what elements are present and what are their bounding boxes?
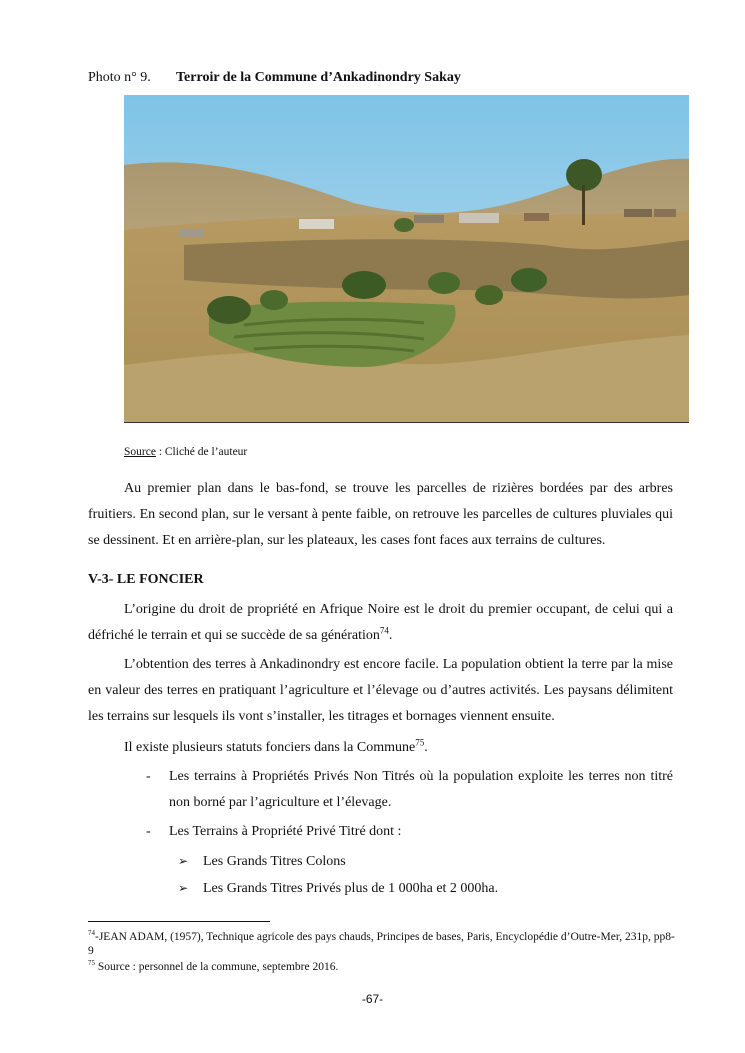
list-item	[146, 764, 673, 816]
photo-title: Terroir de la Commune d’Ankadinondry Sakay	[176, 70, 461, 85]
dash-bullet: -	[146, 769, 151, 784]
arrow-bullet-icon: ➢	[178, 881, 189, 895]
footnote-divider	[88, 921, 270, 922]
source-label: Source	[124, 446, 156, 458]
landscape-photo	[124, 95, 689, 423]
sub-list-item	[178, 875, 498, 902]
paragraph-statuts-text: Il existe plusieurs statuts fonciers dans la Commune	[124, 740, 416, 755]
dash-bullet: -	[146, 824, 151, 839]
list-item-text: Les Terrains à Propriété Privé Titré dont :	[169, 824, 402, 839]
paragraph-origin-end: .	[388, 628, 393, 643]
paragraph-obtention-text: L’obtention des terres à Ankadinondry est encore facile. La population obtient la terre par la mise en valeur des terres en pratiquant l’agriculture et l’élevage ou d’autres activités. Les paysans délimitent les terrains sur lesquels ils vont s’installer, les titrages et bornages viennent ensuite.	[88, 657, 673, 724]
paragraph-statuts	[88, 735, 673, 761]
source-text: : Cliché de l’auteur	[155, 446, 248, 458]
sub-list-item	[178, 848, 346, 875]
footnote-number: 75	[88, 959, 95, 968]
paragraph-obtention	[88, 652, 673, 730]
footnote-ref-75[interactable]: 75	[415, 737, 425, 748]
page-number: -67-	[361, 992, 384, 1006]
sub-list-item-text: Les Grands Titres Privés plus de 1 000ha et 2 000ha.	[203, 881, 499, 896]
footnote-text: Source : personnel de la commune, septembre 2016.	[95, 961, 339, 973]
list-item-text: Les terrains à Propriétés Privés Non Titrés où la population exploite les terres non titré non borné par l’agriculture et l’élevage.	[169, 769, 673, 810]
sub-list-item-text: Les Grands Titres Colons	[203, 854, 346, 869]
paragraph-origin-text: L’origine du droit de propriété en Afrique Noire est le droit du premier occupant, de celui qui a défriché le terrain et qui se succède de sa génération	[88, 602, 673, 643]
footnote-75	[88, 960, 678, 974]
section-heading: V-3- LE FONCIER	[88, 572, 204, 587]
photo-number: Photo n° 9.	[88, 70, 151, 85]
photo-source	[124, 446, 247, 458]
footnote-text: -JEAN ADAM, (1957), Technique agricole des pays chauds, Principes de bases, Paris, Encyclopédie d’Outre-Mer, 231p, pp8-9	[88, 931, 675, 957]
paragraph-statuts-end: .	[424, 740, 428, 755]
footnote-number: 74	[88, 929, 95, 938]
footnote-74	[88, 930, 678, 958]
paragraph-description-text: Au premier plan dans le bas-fond, se trouve les parcelles de rizières bordées par des arbres fruitiers. En second plan, sur le versant à pente faible, on retrouve les parcelles de cultures pluviales qui se dessinent. Et en arrière-plan, sur les plateaux, les cases font faces aux terrains de cultures.	[88, 481, 673, 548]
list-item	[146, 819, 673, 845]
footnote-ref-74[interactable]: 74	[379, 625, 389, 636]
paragraph-origin	[88, 597, 673, 649]
paragraph-description	[88, 476, 673, 554]
arrow-bullet-icon: ➢	[178, 854, 189, 868]
photo-caption	[88, 70, 461, 86]
